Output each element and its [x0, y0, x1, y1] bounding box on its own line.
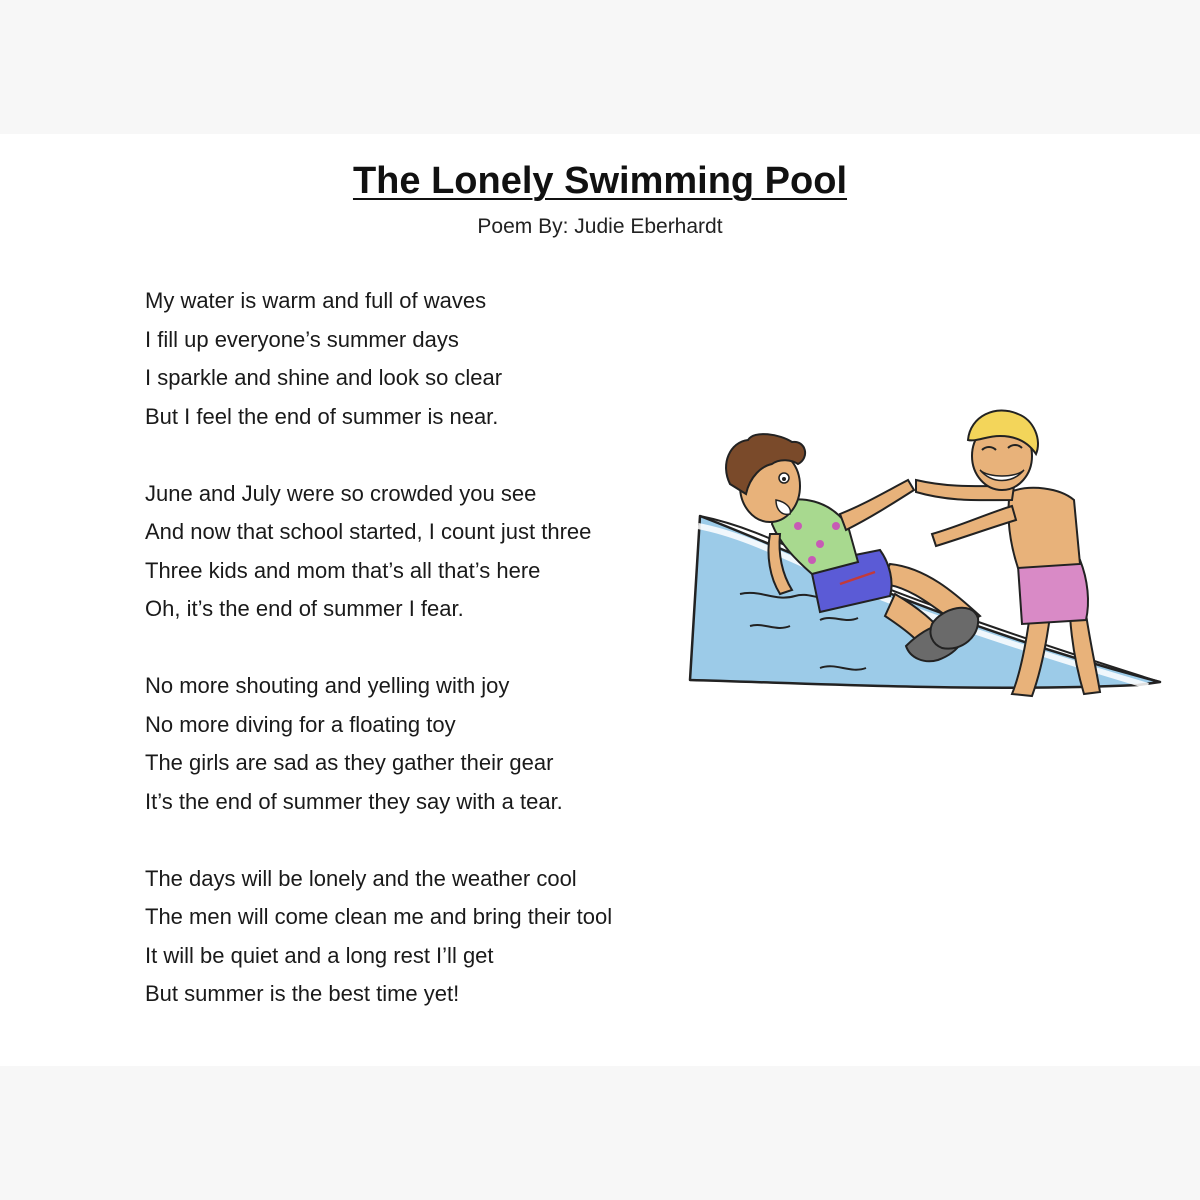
stanza-1 [145, 282, 705, 436]
stanza-2 [145, 475, 705, 629]
poem-line: My water is warm and full of waves [145, 288, 487, 313]
page-title [0, 158, 1200, 204]
poem-line: But summer is the best time yet! [145, 981, 460, 1006]
byline: Poem By: Judie Eberhardt [477, 215, 723, 238]
poem-line: I fill up everyone’s summer days [145, 326, 459, 352]
stanza-3 [145, 667, 705, 821]
poem-line: Three kids and mom that’s all that’s here [145, 557, 541, 583]
poem-line: It will be quiet and a long rest I’ll get [145, 942, 494, 968]
poem-line: But I feel the end of summer is near. [145, 403, 499, 429]
poem-line: The days will be lonely and the weather cool [145, 865, 577, 891]
poem-line: And now that school started, I count just three [145, 519, 592, 544]
poem-line: The men will come clean me and bring their tool [145, 904, 613, 929]
poem-line: No more diving for a floating toy [145, 711, 456, 737]
poem-line: Oh, it’s the end of summer I fear. [145, 596, 464, 621]
poem-line: No more shouting and yelling with joy [145, 673, 510, 698]
poem-body [145, 282, 705, 1052]
stanza-4 [145, 860, 705, 1014]
poem-line: June and July were so crowded you see [145, 480, 537, 506]
poem-line: The girls are sad as they gather their gear [145, 750, 554, 775]
title-text: The Lonely Swimming Pool [352, 160, 848, 202]
poem-line: It’s the end of summer they say with a tear. [145, 788, 563, 814]
poem-page [0, 134, 1200, 1066]
poem-line: I sparkle and shine and look so clear [145, 365, 503, 390]
pool-illustration [680, 264, 1180, 704]
